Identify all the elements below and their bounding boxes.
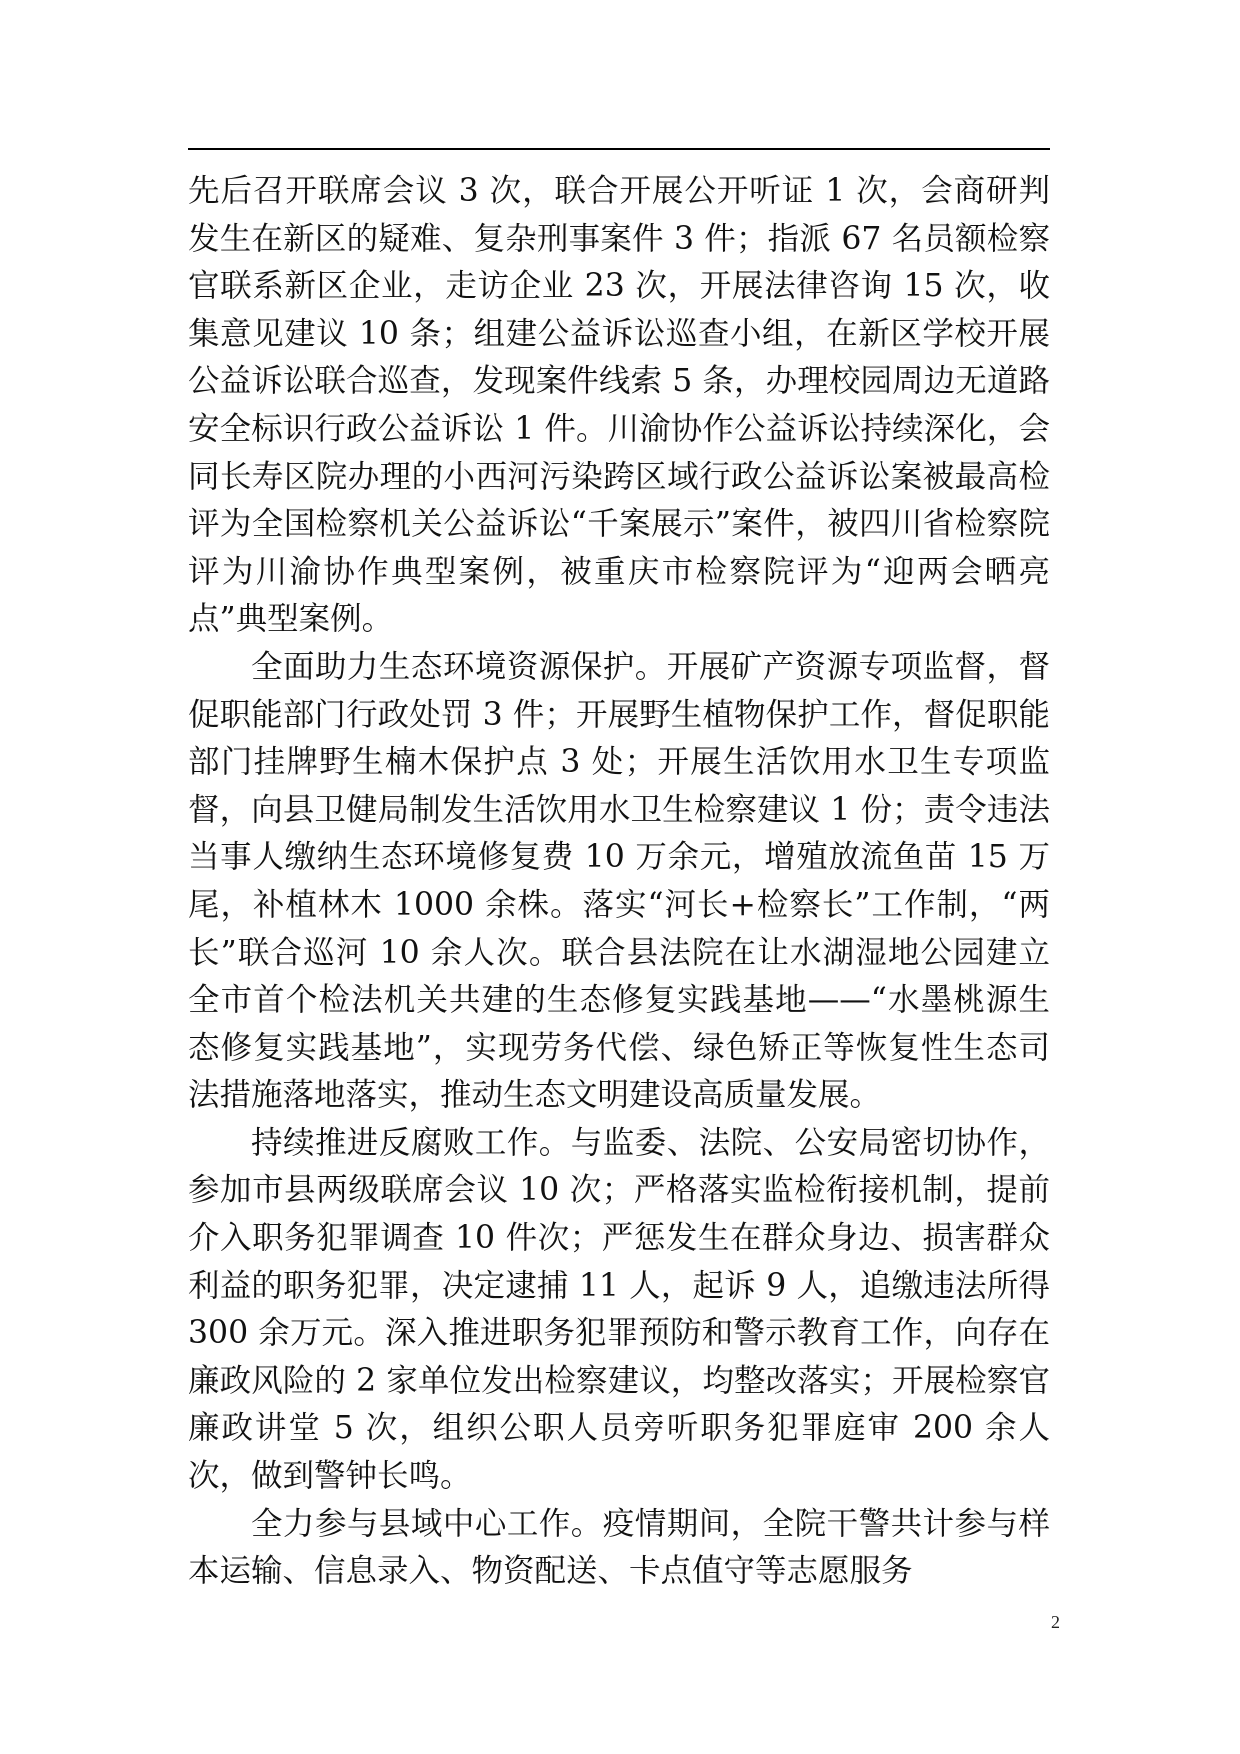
paragraph-anti-corruption: 持续推进反腐败工作。与监委、法院、公安局密切协作，参加市县两级联席会议 10 次；严格落实监检衔接机制，提前介入职务犯罪调查 10 件次；严惩发生在群众身边、损害群众利益的职务犯罪，决定逮捕 11 人，起诉 9 人，追缴违法所得 300 余万元。深入推进职务犯罪预防和警示教育工作，向存在廉政风险的 2 家单位发出检察建议，均整改落实；开展检察官廉政讲堂 5 次，组织公职人员旁听职务犯罪庭审 200 余人次，做到警钟长鸣。 [188, 1124, 1050, 1495]
header-rule [188, 148, 1050, 150]
paragraph-continuation: 先后召开联席会议 3 次，联合开展公开听证 1 次，会商研判发生在新区的疑难、复杂刑事案件 3 件；指派 67 名员额检察官联系新区企业，走访企业 23 次，开展法律咨询 15 次，收集意见建议 10 条；组建公益诉讼巡查小组，在新区学校开展公益诉讼联合巡查，发现案件线索 5 条，办理校园周边无道路安全标识行政公益诉讼 1 件。川渝协作公益诉讼持续深化，会同长寿区院办理的小西河污染跨区域行政公益诉讼案被最高检评为全国检察机关公益诉讼“千案展示”案件，被四川省检察院评为川渝协作典型案例，被重庆市检察院评为“迎两会晒亮点”典型案例。 [188, 173, 1050, 638]
paragraph-eco-protection: 全面助力生态环境资源保护。开展矿产资源专项监督，督促职能部门行政处罚 3 件；开展野生植物保护工作，督促职能部门挂牌野生楠木保护点 3 处；开展生活饮用水卫生专项监督，向县卫健局制发生活饮用水卫生检察建议 1 份；责令违法当事人缴纳生态环境修复费 10 万余元，增殖放流鱼苗 15 万尾，补植林木 1000 余株。落实“河长+检察长”工作制，“两长”联合巡河 10 余人次。联合县法院在让水湖湿地公园建立全市首个检法机关共建的生态修复实践基地——“水墨桃源生态修复实践基地”，实现劳务代偿、绿色矫正等恢复性生态司法措施落地落实，推动生态文明建设高质量发展。 [188, 648, 1050, 1114]
document-body [188, 168, 1050, 1596]
paragraph-county-work: 全力参与县域中心工作。疫情期间，全院干警共计参与样本运输、信息录入、物资配送、卡点值守等志愿服务 [188, 1505, 1050, 1590]
page-number: 2 [1051, 1612, 1060, 1632]
